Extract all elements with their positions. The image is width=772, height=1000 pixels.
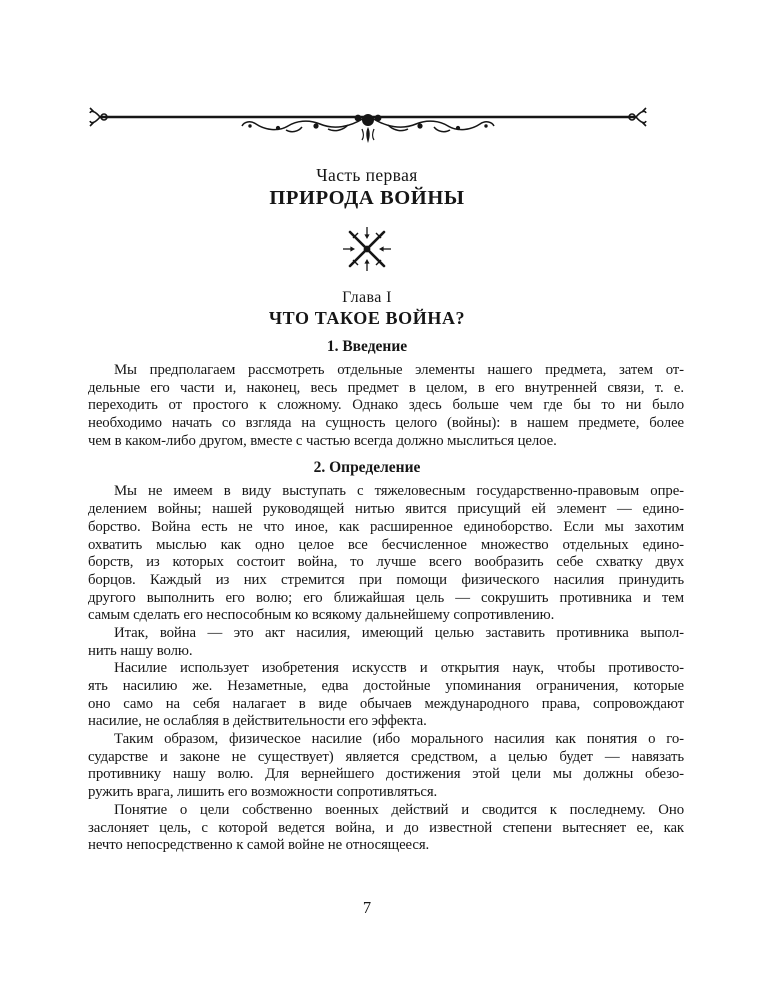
text-line: Итак, война — это акт насилия, имеющий целью заставить противника выпол- [114,624,684,641]
text-line: самым сделать его неспособным ко всякому дальнейшему сопротивлению. [88,607,555,624]
text-line: нечто непосредственно к самой войне не относящееся. [88,837,430,854]
text-line: Насилие использует изобретения искусств и открытия наук, чтобы противосто- [114,660,684,677]
paragraph [88,362,684,450]
paragraph [88,802,684,855]
text-line: Таким образом, физическое насилие (ибо морального насилия как понятия о го- [114,731,684,748]
paragraph [88,660,684,731]
text-line: противнику нашу волю. Для вернейшего достижения этой цели мы должны обезо- [88,766,684,783]
page-number: 7 [362,898,372,917]
text-body [88,337,684,855]
paragraph [88,731,684,802]
header-rule-ornament [88,106,648,152]
text-line: нить нашу волю. [88,642,193,659]
text-line: заслоняет цель, с которой ведется война, и до известной степени вытесняет ее, как [88,819,684,836]
text-line: делением войны; нашей руководящей нитью явится присущий ей элемент — едино- [88,501,684,518]
section-heading: 2. Определение [313,459,421,477]
text-line: борство. Война есть не что иное, как расширенное единоборство. Если мы захотим [88,518,684,535]
chapter-title: ЧТО ТАКОЕ ВОЙНА? [268,308,466,328]
paragraph [88,483,684,625]
chapter-label: Глава I [342,289,392,306]
text-line: сударстве и законе не существует) является средством, а целью будет — навязать [88,748,684,765]
crossed-swords-icon [340,226,394,272]
text-line: переходить от простого к сложному. Однако здесь больше чем где бы то ни было [88,397,684,414]
section-divider [88,226,684,272]
text-line: оно само на себя налагает в виде обычаев международного права, сопровождают [88,695,684,712]
text-line: насилие, не ослабляя в действительности его эффекта. [88,713,427,730]
text-line: чем в каком-либо другом, вместе с частью всегда должно мыслиться целое. [88,432,557,449]
text-line: ружить врага, лишить его возможности сопротивляться. [88,784,438,801]
text-line: другого выполнить его волю; его ближайшая цель — сокрушить противника и тем [88,589,684,606]
text-line: охватить мыслью как одно целое все бесчисленное множество отдельных едино- [88,536,684,553]
text-line: борцов. Каждый из них стремится при помощи физического насилия принудить [88,571,684,588]
text-line: борств, из которых состоит война, то лучше всего вообразить себе схватку двух [88,554,684,571]
text-line: необходимо начать со взгляда на сущность целого (войны): в нашем предмете, более [88,415,684,432]
paragraph [88,625,684,660]
text-line: Мы предполагаем рассмотреть отдельные элементы нашего предмета, затем от- [114,362,684,378]
header-rule-icon [88,106,648,152]
text-line: Понятие о цели собственно военных действий и сводится к последнему. Оно [114,801,684,818]
section-heading: 1. Введение [326,338,408,355]
text-line: ять насилию же. Незаметные, едва достойные упоминания ограничения, которые [88,678,684,694]
text-line: Мы не имеем в виду выступать с тяжеловесным государственно-правовым опре- [114,483,684,500]
part-label: Часть первая [316,165,418,185]
text-line: дельные его части и, наконец, весь предмет в целом, в его внутренней связи, т. е. [88,379,684,396]
part-title: ПРИРОДА ВОЙНЫ [269,187,465,209]
